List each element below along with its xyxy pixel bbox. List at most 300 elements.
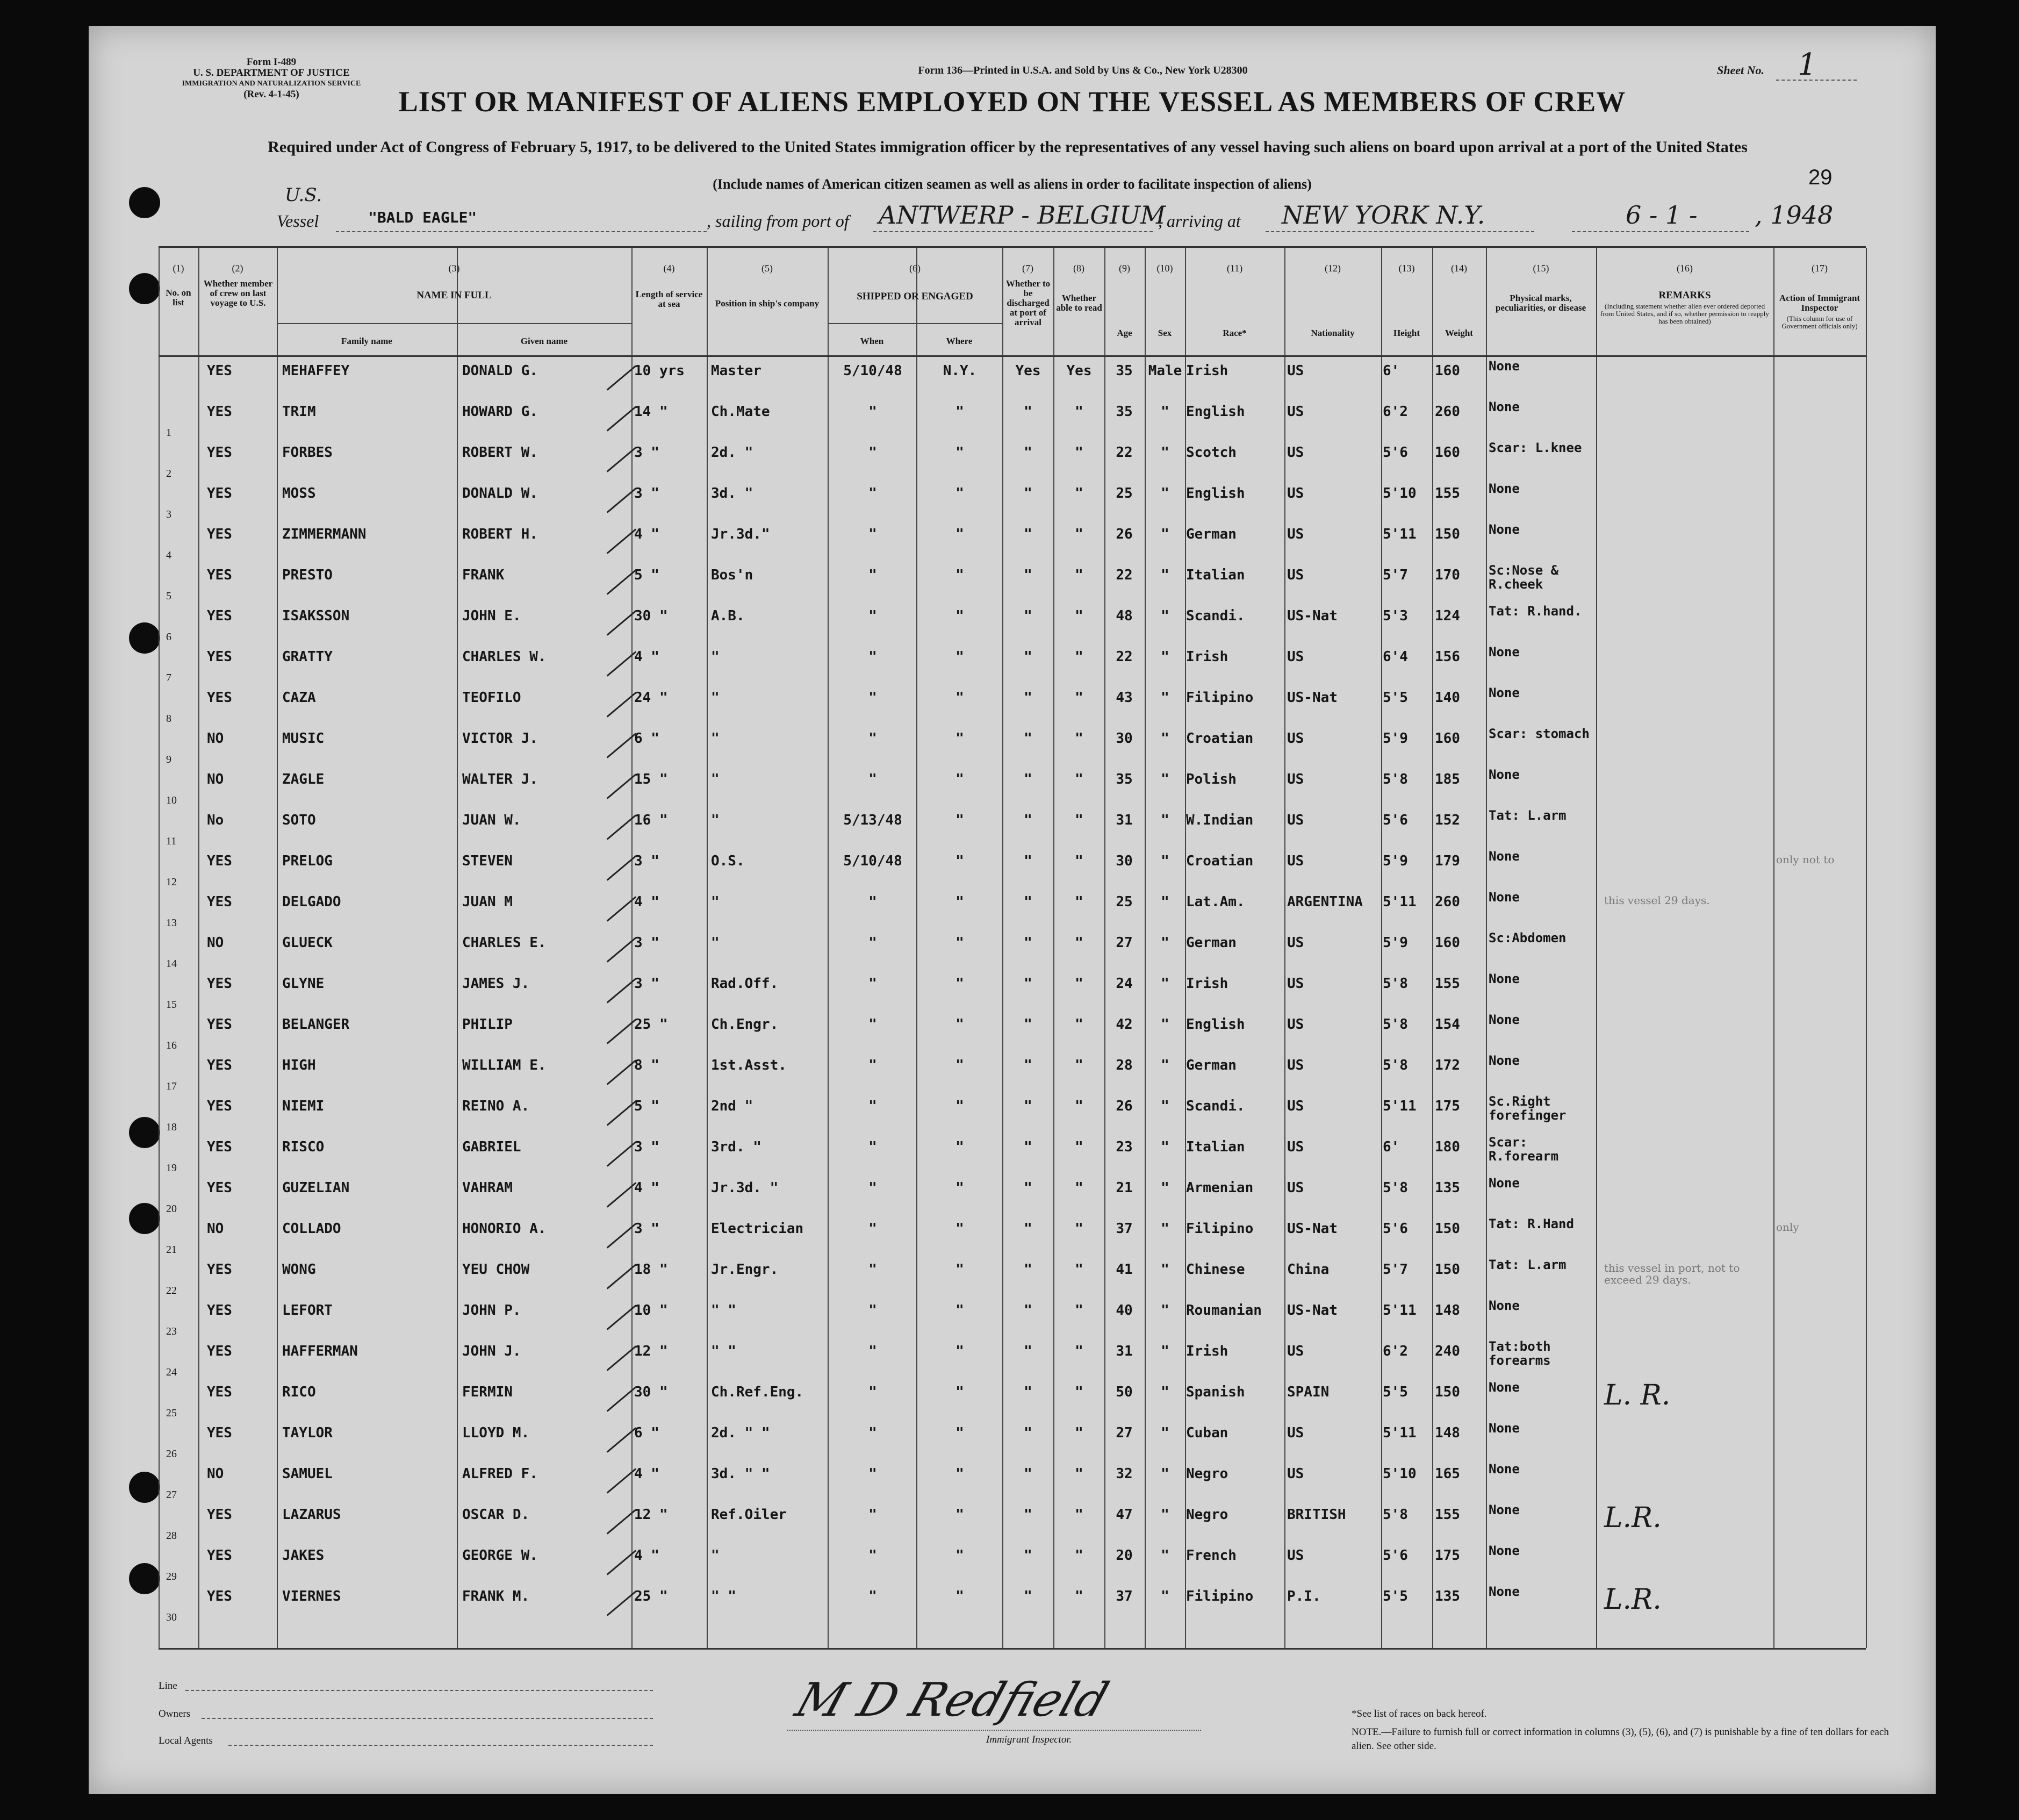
cell-read: " bbox=[1075, 1343, 1083, 1359]
cell-nat: US-Nat bbox=[1287, 1302, 1338, 1319]
row-number: 4 bbox=[166, 549, 171, 561]
cell-when: " bbox=[868, 526, 877, 542]
cell-last: YES bbox=[207, 1588, 232, 1604]
cell-disch: " bbox=[1024, 1343, 1032, 1359]
cell-family: SOTO bbox=[282, 812, 316, 828]
cell-race: Irish bbox=[1186, 1343, 1228, 1359]
cell-where: " bbox=[955, 526, 964, 542]
cell-marks: None bbox=[1489, 1380, 1520, 1395]
punch-hole bbox=[129, 1203, 160, 1234]
cell-action: only bbox=[1776, 1221, 1799, 1234]
cell-family: ZAGLE bbox=[282, 771, 325, 787]
cell-where: " bbox=[955, 1139, 964, 1155]
cell-nat: US bbox=[1287, 404, 1304, 420]
header-physical-marks: Physical marks, peculiarities, or disease bbox=[1495, 293, 1586, 313]
header-race: Race* bbox=[1223, 328, 1247, 338]
cell-race: Filipino bbox=[1186, 690, 1254, 706]
cell-sex: " bbox=[1161, 1262, 1169, 1278]
cell-nat: US bbox=[1287, 1016, 1304, 1033]
cell-weight: 160 bbox=[1435, 935, 1460, 951]
cell-where: " bbox=[955, 445, 964, 461]
cell-marks: None bbox=[1489, 481, 1520, 496]
cell-height: 5'6 bbox=[1383, 1221, 1408, 1237]
cell-position: Ch.Engr. bbox=[711, 1016, 779, 1033]
cell-where: " bbox=[955, 690, 964, 706]
cell-age: 25 bbox=[1116, 485, 1133, 501]
cell-sex: " bbox=[1161, 1547, 1169, 1564]
cell-family: VIERNES bbox=[282, 1588, 341, 1604]
cell-last: YES bbox=[207, 1016, 232, 1033]
table-row bbox=[159, 1052, 1866, 1091]
cell-given: JUAN M bbox=[462, 894, 513, 910]
row-number: 28 bbox=[166, 1530, 177, 1542]
cell-height: 5'5 bbox=[1383, 690, 1408, 706]
cell-sex: " bbox=[1161, 404, 1169, 420]
cell-sex: Male bbox=[1148, 363, 1182, 379]
colnum-6: (6) bbox=[909, 263, 921, 274]
cell-marks: None bbox=[1489, 644, 1520, 660]
cell-where: " bbox=[955, 649, 964, 665]
cell-service: 3 " bbox=[634, 935, 659, 951]
table-row bbox=[159, 1134, 1866, 1173]
cell-sex: " bbox=[1161, 935, 1169, 951]
cell-sex: " bbox=[1161, 1139, 1169, 1155]
cell-age: 37 bbox=[1116, 1588, 1133, 1604]
cell-race: Irish bbox=[1186, 363, 1228, 379]
header-action-inspector: Action of Immigrant Inspector bbox=[1779, 293, 1860, 313]
cell-race: German bbox=[1186, 935, 1237, 951]
header-last-voyage: Whether member of crew on last voyage to U.S. bbox=[203, 278, 273, 308]
cell-when: " bbox=[868, 1343, 877, 1359]
cell-position: " " bbox=[711, 1343, 736, 1359]
cell-race: Irish bbox=[1186, 976, 1228, 992]
cell-race: Roumanian bbox=[1186, 1302, 1262, 1319]
cell-given: HONORIO A. bbox=[462, 1221, 547, 1237]
cell-position: " bbox=[711, 935, 720, 951]
colnum-1: (1) bbox=[173, 263, 184, 274]
cell-where: " bbox=[955, 853, 964, 869]
cell-age: 27 bbox=[1116, 1425, 1133, 1441]
cell-marks: None bbox=[1489, 1298, 1520, 1313]
cell-read: " bbox=[1075, 1384, 1083, 1400]
cell-nat: US bbox=[1287, 1466, 1304, 1482]
table-row bbox=[159, 1461, 1866, 1500]
cell-service: 8 " bbox=[634, 1057, 659, 1073]
cell-nat: US bbox=[1287, 649, 1304, 665]
cell-weight: 240 bbox=[1435, 1343, 1460, 1359]
cell-age: 48 bbox=[1116, 608, 1133, 624]
cell-given: REINO A. bbox=[462, 1098, 530, 1114]
cell-when: " bbox=[868, 894, 877, 910]
cell-sex: " bbox=[1161, 1384, 1169, 1400]
cell-family: LEFORT bbox=[282, 1302, 333, 1319]
service-name: IMMIGRATION AND NATURALIZATION SERVICE bbox=[182, 80, 361, 88]
cell-position: " bbox=[711, 894, 720, 910]
cell-height: 5'5 bbox=[1383, 1384, 1408, 1400]
cell-given: DONALD G. bbox=[462, 363, 538, 379]
cell-age: 35 bbox=[1116, 771, 1133, 787]
cell-race: Scandi. bbox=[1186, 1098, 1245, 1114]
cell-service: 6 " bbox=[634, 730, 659, 747]
header-action-note: (This column for use of Government officials only) bbox=[1781, 314, 1858, 330]
cell-when: " bbox=[868, 1466, 877, 1482]
cell-weight: 156 bbox=[1435, 649, 1460, 665]
cell-position: A.B. bbox=[711, 608, 745, 624]
cell-weight: 260 bbox=[1435, 894, 1460, 910]
row-number: 30 bbox=[166, 1611, 177, 1623]
cell-weight: 260 bbox=[1435, 404, 1460, 420]
cell-given: YEU CHOW bbox=[462, 1262, 530, 1278]
table-row bbox=[159, 521, 1866, 560]
row-number: 21 bbox=[166, 1244, 177, 1256]
cell-nat: US bbox=[1287, 363, 1304, 379]
cell-disch: " bbox=[1024, 690, 1032, 706]
cell-weight: 179 bbox=[1435, 853, 1460, 869]
cell-disch: " bbox=[1024, 1384, 1032, 1400]
cell-marks: None bbox=[1489, 767, 1520, 782]
cell-marks: None bbox=[1489, 522, 1520, 537]
cell-last: YES bbox=[207, 1425, 232, 1441]
cell-where: " bbox=[955, 1098, 964, 1114]
cell-sex: " bbox=[1161, 771, 1169, 787]
cell-disch: " bbox=[1024, 1098, 1032, 1114]
cell-position: Jr.3d." bbox=[711, 526, 770, 542]
row-number: 16 bbox=[166, 1040, 177, 1051]
row-number: 6 bbox=[166, 631, 171, 643]
cell-when: 5/13/48 bbox=[843, 812, 902, 828]
cell-marks: None bbox=[1489, 1421, 1520, 1436]
cell-age: 40 bbox=[1116, 1302, 1133, 1319]
cell-when: " bbox=[868, 445, 877, 461]
cell-service: 25 " bbox=[634, 1016, 668, 1033]
cell-weight: 152 bbox=[1435, 812, 1460, 828]
cell-given: LLOYD M. bbox=[462, 1425, 530, 1441]
table-row bbox=[159, 1420, 1866, 1459]
row-number: 13 bbox=[166, 917, 177, 929]
cell-marks: Tat: R.Hand bbox=[1489, 1216, 1574, 1231]
cell-marks: None bbox=[1489, 849, 1520, 864]
colnum-16: (16) bbox=[1677, 263, 1693, 274]
cell-marks: Sc:Abdomen bbox=[1489, 930, 1567, 945]
cell-where: " bbox=[955, 812, 964, 828]
cell-disch: " bbox=[1024, 976, 1032, 992]
cell-marks: None bbox=[1489, 1176, 1520, 1191]
cell-read: " bbox=[1075, 853, 1083, 869]
cell-service: 4 " bbox=[634, 649, 659, 665]
cell-disch: " bbox=[1024, 1425, 1032, 1441]
cell-position: " " bbox=[711, 1588, 736, 1604]
header-position: Position in ship's company bbox=[715, 298, 820, 309]
cell-when: " bbox=[868, 690, 877, 706]
cell-height: 5'11 bbox=[1383, 1302, 1417, 1319]
cell-weight: 160 bbox=[1435, 363, 1460, 379]
cell-age: 21 bbox=[1116, 1180, 1133, 1196]
cell-service: 25 " bbox=[634, 1588, 668, 1604]
row-number: 25 bbox=[166, 1407, 177, 1419]
colnum-15: (15) bbox=[1533, 263, 1549, 274]
cell-marks: Tat: L.arm bbox=[1489, 808, 1567, 823]
colnum-2: (2) bbox=[232, 263, 243, 274]
cell-read: " bbox=[1075, 894, 1083, 910]
cell-family: GRATTY bbox=[282, 649, 333, 665]
cell-read: " bbox=[1075, 1507, 1083, 1523]
table-row bbox=[159, 644, 1866, 683]
cell-height: 5'6 bbox=[1383, 812, 1408, 828]
cell-when: " bbox=[868, 1180, 877, 1196]
cell-last: YES bbox=[207, 853, 232, 869]
row-number: 27 bbox=[166, 1489, 177, 1501]
cell-nat: US bbox=[1287, 976, 1304, 992]
cell-height: 5'9 bbox=[1383, 730, 1408, 747]
cell-age: 35 bbox=[1116, 363, 1133, 379]
cell-given: FRANK bbox=[462, 567, 505, 583]
cell-read: " bbox=[1075, 1588, 1083, 1604]
cell-family: COLLADO bbox=[282, 1221, 341, 1237]
cell-where: " bbox=[955, 1588, 964, 1604]
cell-where: " bbox=[955, 1262, 964, 1278]
cell-marks: Scar: L.knee bbox=[1489, 440, 1582, 455]
cell-weight: 155 bbox=[1435, 1507, 1460, 1523]
cell-weight: 148 bbox=[1435, 1425, 1460, 1441]
cell-service: 3 " bbox=[634, 976, 659, 992]
cell-read: " bbox=[1075, 1221, 1083, 1237]
cell-age: 43 bbox=[1116, 690, 1133, 706]
cell-sex: " bbox=[1161, 526, 1169, 542]
cell-disch: " bbox=[1024, 935, 1032, 951]
cell-weight: 170 bbox=[1435, 567, 1460, 583]
row-number: 14 bbox=[166, 958, 177, 970]
cell-age: 30 bbox=[1116, 853, 1133, 869]
cell-disch: " bbox=[1024, 1016, 1032, 1033]
cell-last: YES bbox=[207, 1343, 232, 1359]
cell-last: YES bbox=[207, 894, 232, 910]
header-able-to-read: Whether able to read bbox=[1056, 293, 1102, 313]
header-when: When bbox=[860, 336, 884, 346]
cell-age: 37 bbox=[1116, 1221, 1133, 1237]
cell-nat: SPAIN bbox=[1287, 1384, 1330, 1400]
cell-when: " bbox=[868, 1507, 877, 1523]
cell-position: Jr.3d. " bbox=[711, 1180, 779, 1196]
header-length-of-service: Length of service at sea bbox=[635, 289, 703, 309]
cell-position: Rad.Off. bbox=[711, 976, 779, 992]
cell-given: WALTER J. bbox=[462, 771, 538, 787]
colnum-17: (17) bbox=[1812, 263, 1828, 274]
cell-weight: 160 bbox=[1435, 730, 1460, 747]
cell-where: " bbox=[955, 1221, 964, 1237]
cell-marks: None bbox=[1489, 359, 1520, 374]
cell-height: 5'7 bbox=[1383, 1262, 1408, 1278]
cell-read: " bbox=[1075, 1098, 1083, 1114]
cell-when: " bbox=[868, 1139, 877, 1155]
row-number: 5 bbox=[166, 590, 171, 602]
cell-disch: " bbox=[1024, 567, 1032, 583]
cell-last: YES bbox=[207, 567, 232, 583]
cell-race: Negro bbox=[1186, 1507, 1228, 1523]
header-family-name: Family name bbox=[341, 336, 392, 346]
colnum-4: (4) bbox=[663, 263, 675, 274]
cell-last: YES bbox=[207, 690, 232, 706]
cell-nat: US bbox=[1287, 1057, 1304, 1073]
row-number: 8 bbox=[166, 713, 171, 725]
table-row bbox=[159, 358, 1866, 397]
cell-race: Armenian bbox=[1186, 1180, 1254, 1196]
cell-sex: " bbox=[1161, 649, 1169, 665]
inspector-signature: M D Redfield bbox=[789, 1673, 1115, 1727]
cell-service: 24 " bbox=[634, 690, 668, 706]
note-text: —Failure to furnish full or correct information in columns (3), (5), (6), and (7) is punishable by a fine of ten dollars for each alien. See other side. bbox=[1352, 1726, 1889, 1752]
row-number: 24 bbox=[166, 1366, 177, 1378]
cell-height: 5'11 bbox=[1383, 1098, 1417, 1114]
cell-height: 5'8 bbox=[1383, 1507, 1408, 1523]
cell-disch: " bbox=[1024, 1262, 1032, 1278]
punch-hole bbox=[129, 1563, 160, 1594]
page-title: LIST OR MANIFEST OF ALIENS EMPLOYED ON THE VESSEL AS MEMBERS OF CREW bbox=[398, 85, 1626, 118]
cell-last: YES bbox=[207, 485, 232, 501]
table-row bbox=[159, 1298, 1866, 1336]
sheet-no: 1 bbox=[1798, 47, 1817, 82]
cell-read: " bbox=[1075, 404, 1083, 420]
us-prefix: U.S. bbox=[285, 184, 322, 206]
cell-last: NO bbox=[207, 1221, 224, 1237]
cell-marks: None bbox=[1489, 971, 1520, 986]
cell-height: 5'5 bbox=[1383, 1588, 1408, 1604]
cell-age: 47 bbox=[1116, 1507, 1133, 1523]
manifest-sheet bbox=[89, 26, 1936, 1794]
cell-given: GEORGE W. bbox=[462, 1547, 538, 1564]
cell-family: CAZA bbox=[282, 690, 316, 706]
cell-race: English bbox=[1186, 404, 1245, 420]
cell-position: " bbox=[711, 730, 720, 747]
cell-service: 10 yrs bbox=[634, 363, 685, 379]
cell-given: FERMIN bbox=[462, 1384, 513, 1400]
cell-where: N.Y. bbox=[943, 363, 977, 379]
cell-given: ALFRED F. bbox=[462, 1466, 538, 1482]
cell-family: FORBES bbox=[282, 445, 333, 461]
cell-family: GLYNE bbox=[282, 976, 325, 992]
cell-disch: " bbox=[1024, 1547, 1032, 1564]
row-number: 17 bbox=[166, 1080, 177, 1092]
cell-given: WILLIAM E. bbox=[462, 1057, 547, 1073]
cell-sex: " bbox=[1161, 1057, 1169, 1073]
cell-marks: Scar: R.forearm bbox=[1489, 1135, 1559, 1164]
cell-disch: " bbox=[1024, 730, 1032, 747]
table-row bbox=[159, 930, 1866, 969]
cell-read: Yes bbox=[1066, 363, 1092, 379]
vessel-name: "BALD EAGLE" bbox=[368, 209, 477, 226]
table-row bbox=[159, 1543, 1866, 1581]
cell-where: " bbox=[955, 771, 964, 787]
cell-weight: 175 bbox=[1435, 1098, 1460, 1114]
cell-age: 41 bbox=[1116, 1262, 1133, 1278]
cell-height: 5'7 bbox=[1383, 567, 1408, 583]
cell-position: Master bbox=[711, 363, 761, 379]
cell-read: " bbox=[1075, 730, 1083, 747]
cell-read: " bbox=[1075, 485, 1083, 501]
cell-given: HOWARD G. bbox=[462, 404, 538, 420]
cell-age: 27 bbox=[1116, 935, 1133, 951]
cell-weight: 175 bbox=[1435, 1547, 1460, 1564]
cell-nat: US bbox=[1287, 935, 1304, 951]
cell-when: " bbox=[868, 1588, 877, 1604]
cell-race: German bbox=[1186, 1057, 1237, 1073]
footer-note bbox=[1352, 1725, 1889, 1753]
cell-nat: US bbox=[1287, 853, 1304, 869]
cell-age: 26 bbox=[1116, 526, 1133, 542]
cell-remarks: this vessel 29 days. bbox=[1604, 894, 1710, 907]
cell-read: " bbox=[1075, 1466, 1083, 1482]
cell-family: TAYLOR bbox=[282, 1425, 333, 1441]
cell-last: NO bbox=[207, 935, 224, 951]
cell-race: Croatian bbox=[1186, 730, 1254, 747]
cell-marks: None bbox=[1489, 1543, 1520, 1558]
include-note: (Include names of American citizen seamen as well as aliens in order to facilitate inspection of aliens) bbox=[713, 176, 1312, 192]
cell-given: ROBERT H. bbox=[462, 526, 538, 542]
cell-position: 3d. " " bbox=[711, 1466, 770, 1482]
cell-race: Irish bbox=[1186, 649, 1228, 665]
cell-given: TEOFILO bbox=[462, 690, 521, 706]
cell-family: RICO bbox=[282, 1384, 316, 1400]
cell-where: " bbox=[955, 1180, 964, 1196]
cell-given: JUAN W. bbox=[462, 812, 521, 828]
punch-hole bbox=[129, 622, 160, 654]
cell-family: MEHAFFEY bbox=[282, 363, 350, 379]
cell-service: 5 " bbox=[634, 567, 659, 583]
cell-where: " bbox=[955, 1384, 964, 1400]
cell-given: STEVEN bbox=[462, 853, 513, 869]
cell-where: " bbox=[955, 1466, 964, 1482]
punch-hole bbox=[129, 273, 160, 304]
header-where: Where bbox=[946, 336, 973, 346]
cell-last: YES bbox=[207, 608, 232, 624]
cell-nat: US bbox=[1287, 485, 1304, 501]
cell-sex: " bbox=[1161, 1507, 1169, 1523]
cell-nat: P.I. bbox=[1287, 1588, 1321, 1604]
cell-weight: 124 bbox=[1435, 608, 1460, 624]
cell-race: English bbox=[1186, 1016, 1245, 1033]
cell-height: 5'11 bbox=[1383, 1425, 1417, 1441]
cell-nat: US bbox=[1287, 1547, 1304, 1564]
header-age: Age bbox=[1117, 328, 1132, 338]
inspector-label: Immigrant Inspector. bbox=[986, 1734, 1072, 1745]
cell-disch: " bbox=[1024, 608, 1032, 624]
cell-nat: US bbox=[1287, 1139, 1304, 1155]
cell-nat: US bbox=[1287, 526, 1304, 542]
race-note: *See list of races on back hereof. bbox=[1352, 1708, 1487, 1719]
cell-weight: 154 bbox=[1435, 1016, 1460, 1033]
cell-nat: US bbox=[1287, 771, 1304, 787]
cell-when: 5/10/48 bbox=[843, 363, 902, 379]
colnum-7: (7) bbox=[1022, 263, 1033, 274]
cell-family: MOSS bbox=[282, 485, 316, 501]
header-height: Height bbox=[1393, 328, 1420, 338]
cell-service: 4 " bbox=[634, 1547, 659, 1564]
punch-hole bbox=[129, 1472, 160, 1503]
cell-read: " bbox=[1075, 526, 1083, 542]
row-number: 23 bbox=[166, 1325, 177, 1337]
cell-where: " bbox=[955, 1507, 964, 1523]
cell-where: " bbox=[955, 1057, 964, 1073]
cell-family: BELANGER bbox=[282, 1016, 350, 1033]
sailing-label: , sailing from port of bbox=[707, 211, 849, 231]
cell-service: 30 " bbox=[634, 1384, 668, 1400]
cell-age: 32 bbox=[1116, 1466, 1133, 1482]
cell-when: " bbox=[868, 1262, 877, 1278]
cell-height: 5'9 bbox=[1383, 853, 1408, 869]
cell-service: 3 " bbox=[634, 853, 659, 869]
cell-height: 5'8 bbox=[1383, 1180, 1408, 1196]
cell-weight: 150 bbox=[1435, 1221, 1460, 1237]
cell-sex: " bbox=[1161, 1588, 1169, 1604]
